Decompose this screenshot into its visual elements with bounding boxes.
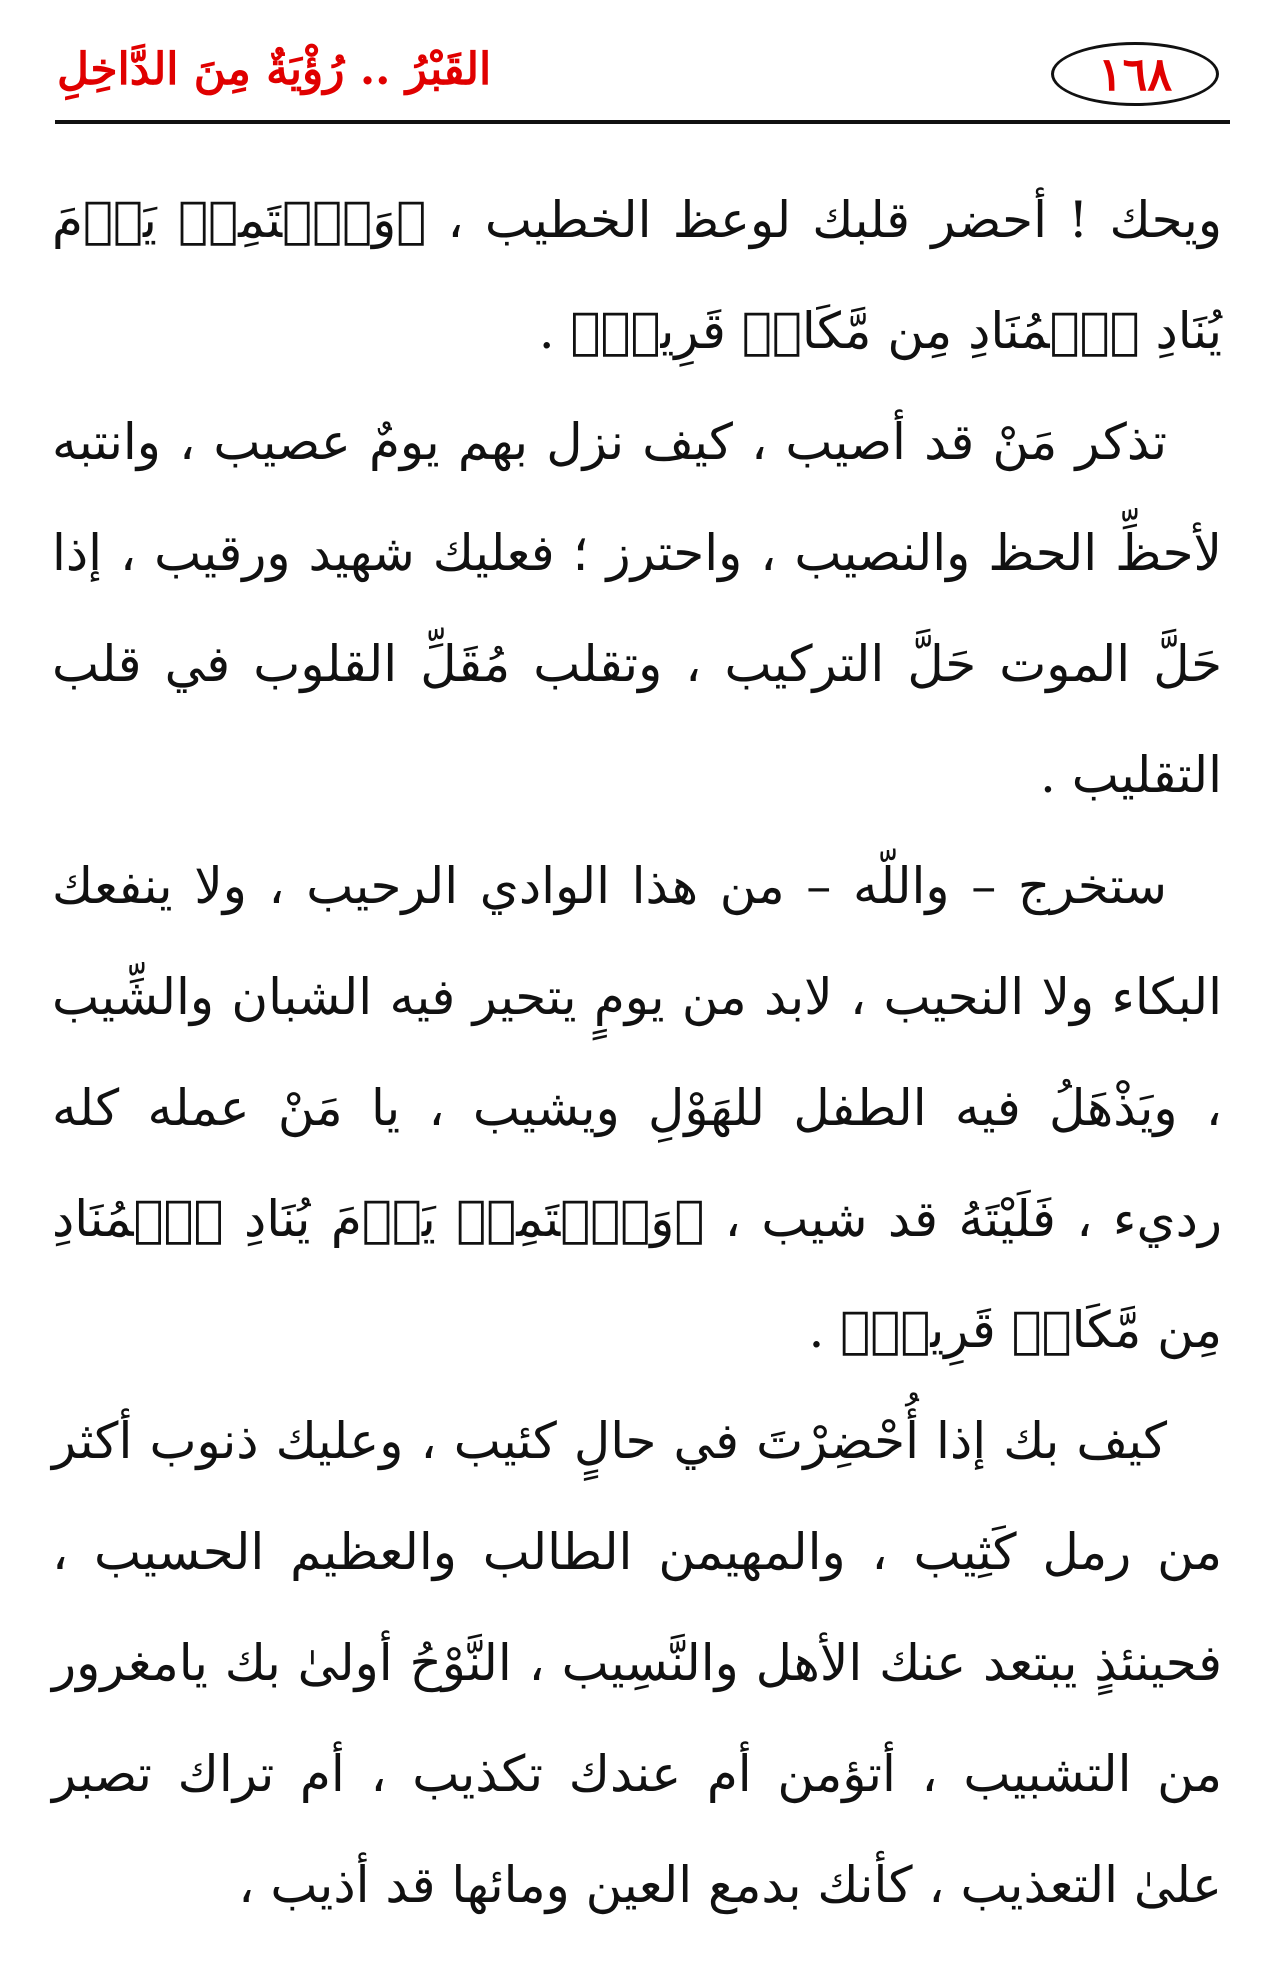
page-header xyxy=(55,38,1225,120)
paragraph-3: ستخرج – واللّه – من هذا الوادي الرحيب ، ولا ينفعك البكاء ولا النحيب ، لابد من يومٍ يتحير فيه الشبان والشِّيب ، ويَذْهَلُ فيه الطفل للهَوْلِ ويشيب ، يا مَنْ عمله كله رديء ، فَلَيْتَهُ قد شيب ، ﴿وَٱسۡتَمِعۡ يَوۡمَ يُنَادِ ٱلۡمُنَادِ مِن مَّكَانٖ قَرِيبٖ﴾ . xyxy=(52,857,1222,1359)
page-number: ١٦٨ xyxy=(1051,42,1219,106)
running-title: القَبْرُ .. رُؤْيَةٌ مِنَ الدَّاخِلِ xyxy=(57,44,492,95)
header-rule xyxy=(55,120,1230,124)
body-text xyxy=(52,165,1222,1941)
paragraph-2: تذكر مَنْ قد أصيب ، كيف نزل بهم يومٌ عصيب ، وانتبه لأحظِّ الحظ والنصيب ، واحترز ؛ فعليك شهيد ورقيب ، إذا حَلَّ الموت حَلَّ التركيب ، وتقلب مُقَلِّ القلوب في قلب التقليب . xyxy=(52,413,1222,804)
paragraph-1: ويحك ! أحضر قلبك لوعظ الخطيب ، ﴿وَٱسۡتَمِعۡ يَوۡمَ يُنَادِ ٱلۡمُنَادِ مِن مَّكَانٖ قَرِيبٖ﴾ . xyxy=(52,191,1222,360)
paragraph-4: كيف بك إذا أُحْضِرْتَ في حالٍ كئيب ، وعليك ذنوب أكثر من رمل كَثِيب ، والمهيمن الطالب والعظيم الحسيب ، فحينئذٍ يبتعد عنك الأهل والنَّسِيب ، النَّوْحُ أولىٰ بك يامغرور من التشبيب ، أتؤمن أم عندك تكذيب ، أم تراك تصبر علىٰ التعذيب ، كأنك بدمع العين ومائها قد أذيب ، xyxy=(52,1412,1222,1914)
